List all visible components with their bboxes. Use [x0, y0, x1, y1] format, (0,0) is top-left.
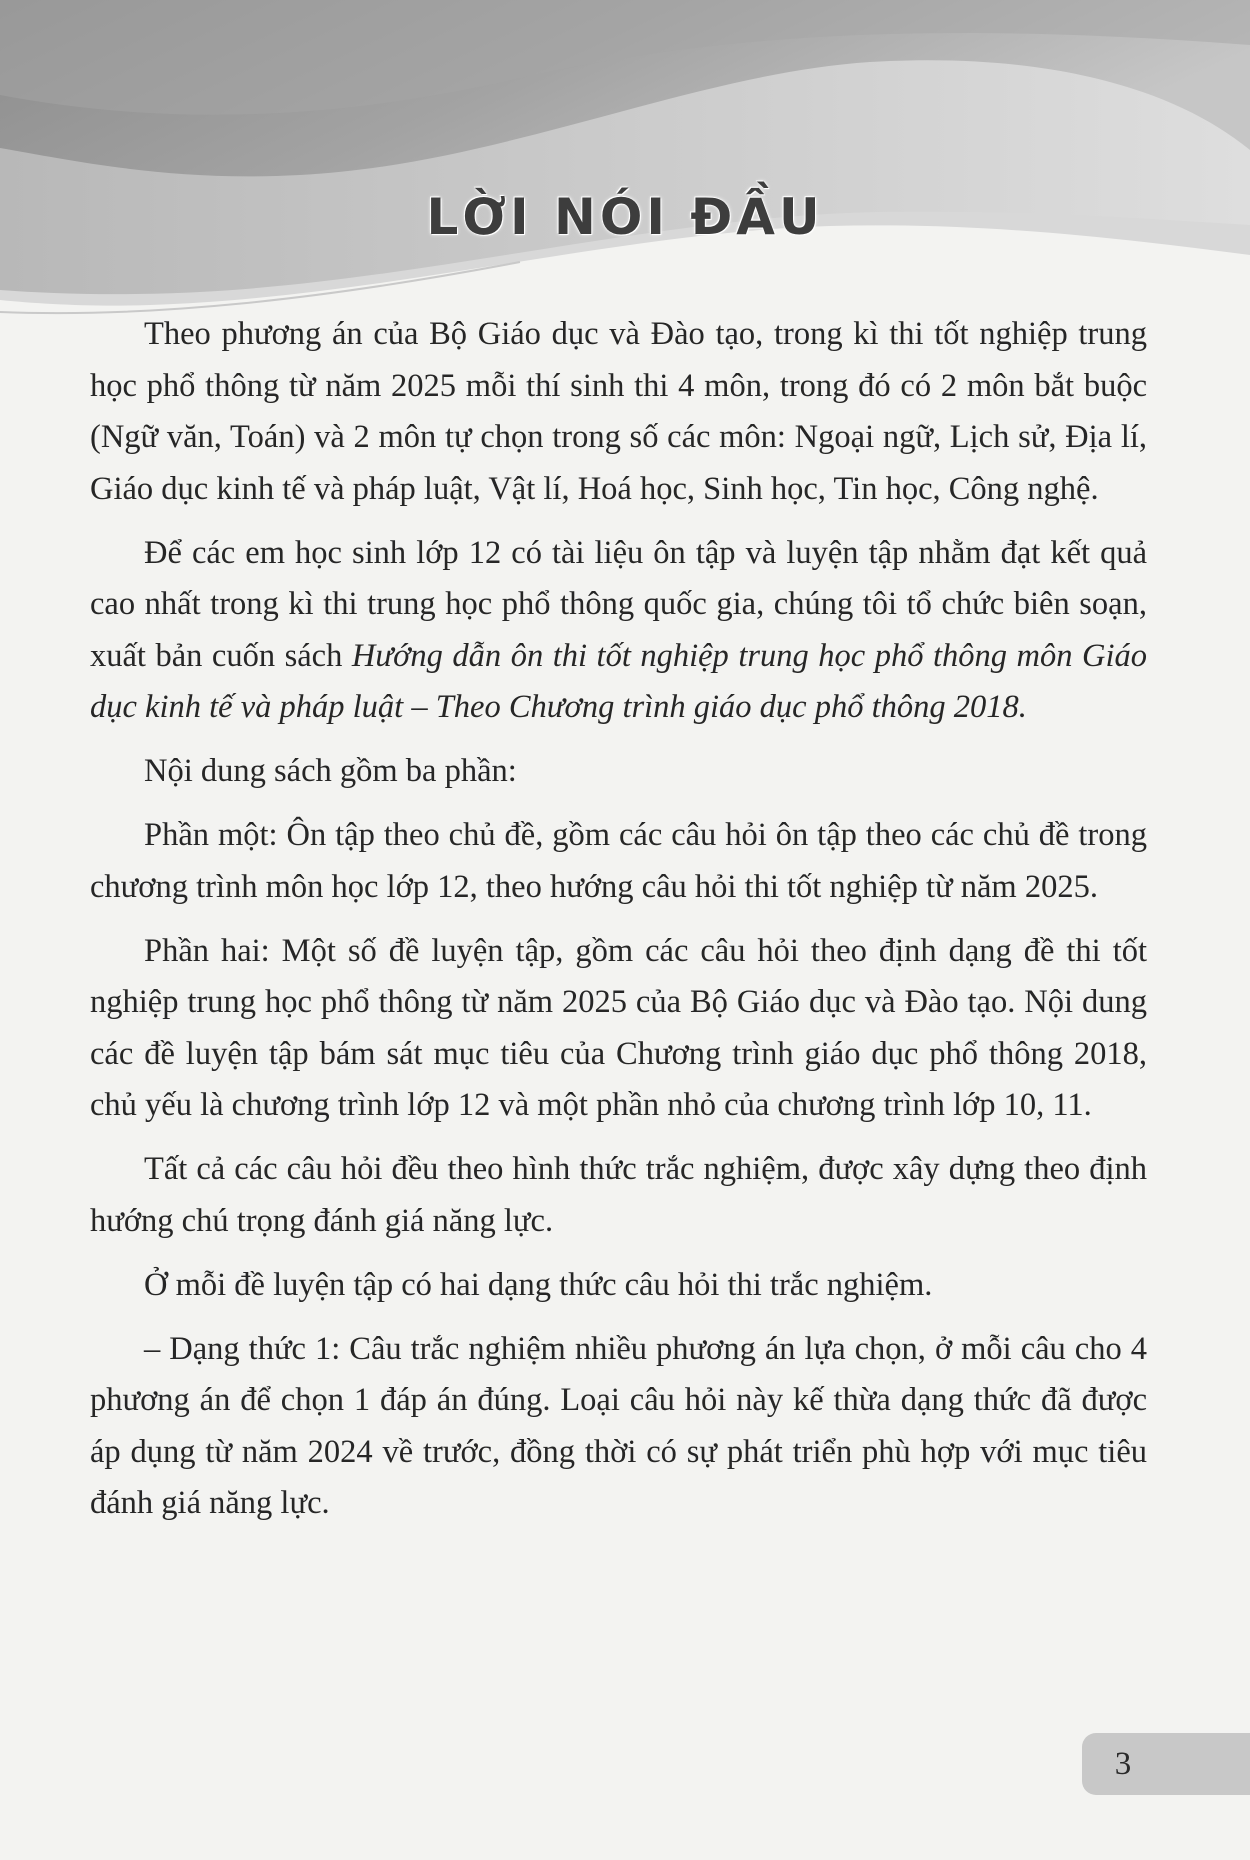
paragraph: Ở mỗi đề luyện tập có hai dạng thức câu hỏi thi trắc nghiệm.	[144, 1266, 933, 1303]
paragraph: – Dạng thức 1: Câu trắc nghiệm nhiều phương án lựa chọn, ở mỗi câu cho 4 phương án để chọn 1 đáp án đúng. Loại câu hỏi này kế thừa dạng thức đã được áp dụng từ năm 2024 về trước, đồng thời có sự phát triển phù hợp với mục tiêu đánh giá năng lực.	[90, 1330, 1147, 1521]
page-number: 3	[1114, 1746, 1132, 1782]
paragraph: Theo phương án của Bộ Giáo dục và Đào tạo, trong kì thi tốt nghiệp trung học phổ thông từ năm 2025 mỗi thí sinh thi 4 môn, trong đó có 2 môn bắt buộc (Ngữ văn, Toán) và 2 môn tự chọn trong số các môn: Ngoại ngữ, Lịch sử, Địa lí, Giáo dục kinh tế và pháp luật, Vật lí, Hoá học, Sinh học, Tin học, Công nghệ.	[90, 316, 1147, 507]
foreword-content	[90, 309, 1147, 1542]
paragraph: Nội dung sách gồm ba phần:	[144, 753, 517, 789]
header-wave-decoration	[0, 0, 1250, 340]
paragraph: Phần một: Ôn tập theo chủ đề, gồm các câu hỏi ôn tập theo các chủ đề trong chương trình môn học lớp 12, theo hướng câu hỏi thi tốt nghiệp từ năm 2025.	[90, 817, 1147, 905]
paragraph-text: Để các em học sinh lớp 12 có tài liệu ôn tập và luyện tập nhằm đạt kết quả cao nhất trong kì thi trung học phổ thông quốc gia, chúng tôi tổ chức biên soạn, xuất bản cuốn sách	[90, 534, 1147, 674]
paragraph: Phần hai: Một số đề luyện tập, gồm các câu hỏi theo định dạng đề thi tốt nghiệp trung học phổ thông từ năm 2025 của Bộ Giáo dục và Đào tạo. Nội dung các đề luyện tập bám sát mục tiêu của Chương trình giáo dục phổ thông 2018, chủ yếu là chương trình lớp 12 và một phần nhỏ của chương trình lớp 10, 11.	[90, 932, 1147, 1123]
book-title: Hướng dẫn ôn thi tốt nghiệp trung học phổ thông môn Giáo dục kinh tế và pháp luật – Theo Chương trình giáo dục phổ thông 2018.	[90, 637, 1148, 725]
paragraph	[90, 528, 1147, 734]
paragraph: Tất cả các câu hỏi đều theo hình thức trắc nghiệm, được xây dựng theo định hướng chú trọng đánh giá năng lực.	[90, 1151, 1147, 1239]
page-title: LỜI NÓI ĐẦU	[426, 188, 824, 246]
